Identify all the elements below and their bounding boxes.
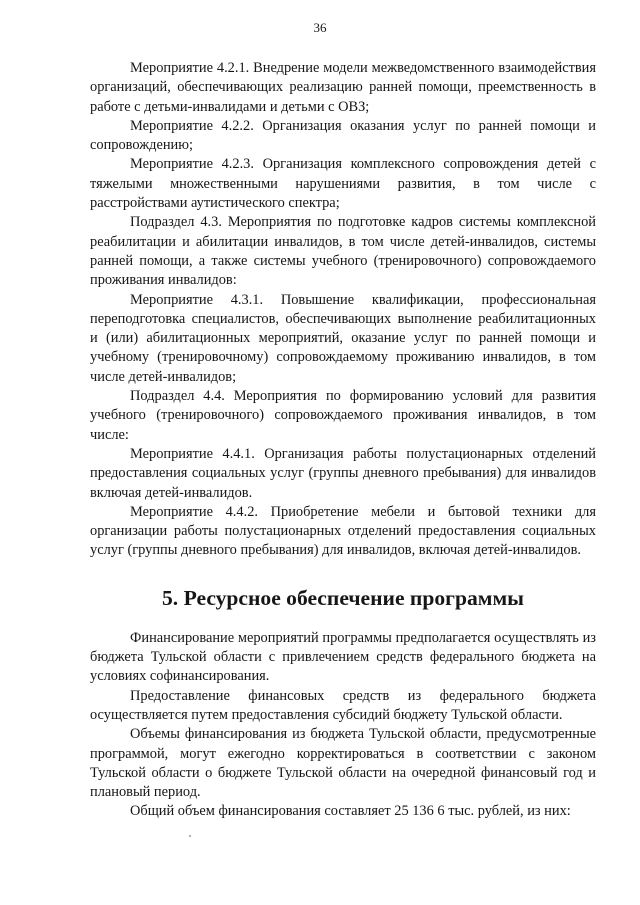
- paragraph: Предоставление финансовых средств из федерального бюджета осуществляется путем предоставления субсидий бюджету Тульской области.: [90, 687, 596, 723]
- paragraph: Мероприятие 4.3.1. Повышение квалификации, профессиональная переподготовка специалистов, обеспечивающих выполнение реабилитационных и (или) абилитационных мероприятий, оказание услуг по ранней помощи и учебному (тренировочному) сопровождаемому проживанию инвалидов, в том числе детей-инвалидов;: [90, 291, 596, 385]
- page-number: 36: [313, 20, 327, 35]
- paragraph: Объемы финансирования из бюджета Тульской области, предусмотренные программой, могут ежегодно корректироваться в соответствии с законом Тульской области о бюджете Тульской области на очередной финансовый год и плановый период.: [90, 726, 596, 801]
- paragraph: Подраздел 4.3. Мероприятия по подготовке кадров системы комплексной реабилитации и абилитации инвалидов, в том числе детей-инвалидов, системы ранней помощи, а также системы учебного (тренировочного) сопровождаемого проживания инвалидов:: [90, 214, 596, 289]
- paragraph: Мероприятие 4.2.3. Организация комплексного сопровождения детей с тяжелыми множественными нарушениями развития, в том числе с расстройствами аутистического спектра;: [90, 156, 596, 212]
- document-body: [90, 59, 596, 822]
- paragraph: Общий объем финансирования составляет 25 136 6 тыс. рублей, из них:: [130, 803, 571, 820]
- paragraph: Мероприятие 4.2.2. Организация оказания услуг по ранней помощи и сопровождению;: [90, 117, 596, 154]
- section-heading: 5. Ресурсное обеспечение программы: [162, 585, 524, 610]
- paragraph: Финансирование мероприятий программы предполагается осуществлять из бюджета Тульской области с привлечением средств федерального бюджета на условиях софинансирования.: [90, 629, 596, 685]
- scan-speck: [189, 835, 191, 837]
- paragraph: Мероприятие 4.4.1. Организация работы полустационарных отделений предоставления социальных услуг (группы дневного пребывания) для инвалидов включая детей-инвалидов.: [90, 445, 596, 501]
- paragraph: Подраздел 4.4. Мероприятия по формированию условий для развития учебного (тренировочного) сопровождаемого проживания инвалидов, в том числе:: [90, 388, 596, 443]
- paragraph: Мероприятие 4.4.2. Приобретение мебели и бытовой техники для организации работы полустационарных отделений предоставления социальных услуг (группы дневного пребывания) для инвалидов, включая детей-инвалидов.: [90, 503, 596, 559]
- paragraph: Мероприятие 4.2.1. Внедрение модели межведомственного взаимодействия организаций, обеспечивающих реализацию ранней помощи, преемственность в работе с детьми-инвалидами и детьми с ОВЗ;: [90, 60, 596, 115]
